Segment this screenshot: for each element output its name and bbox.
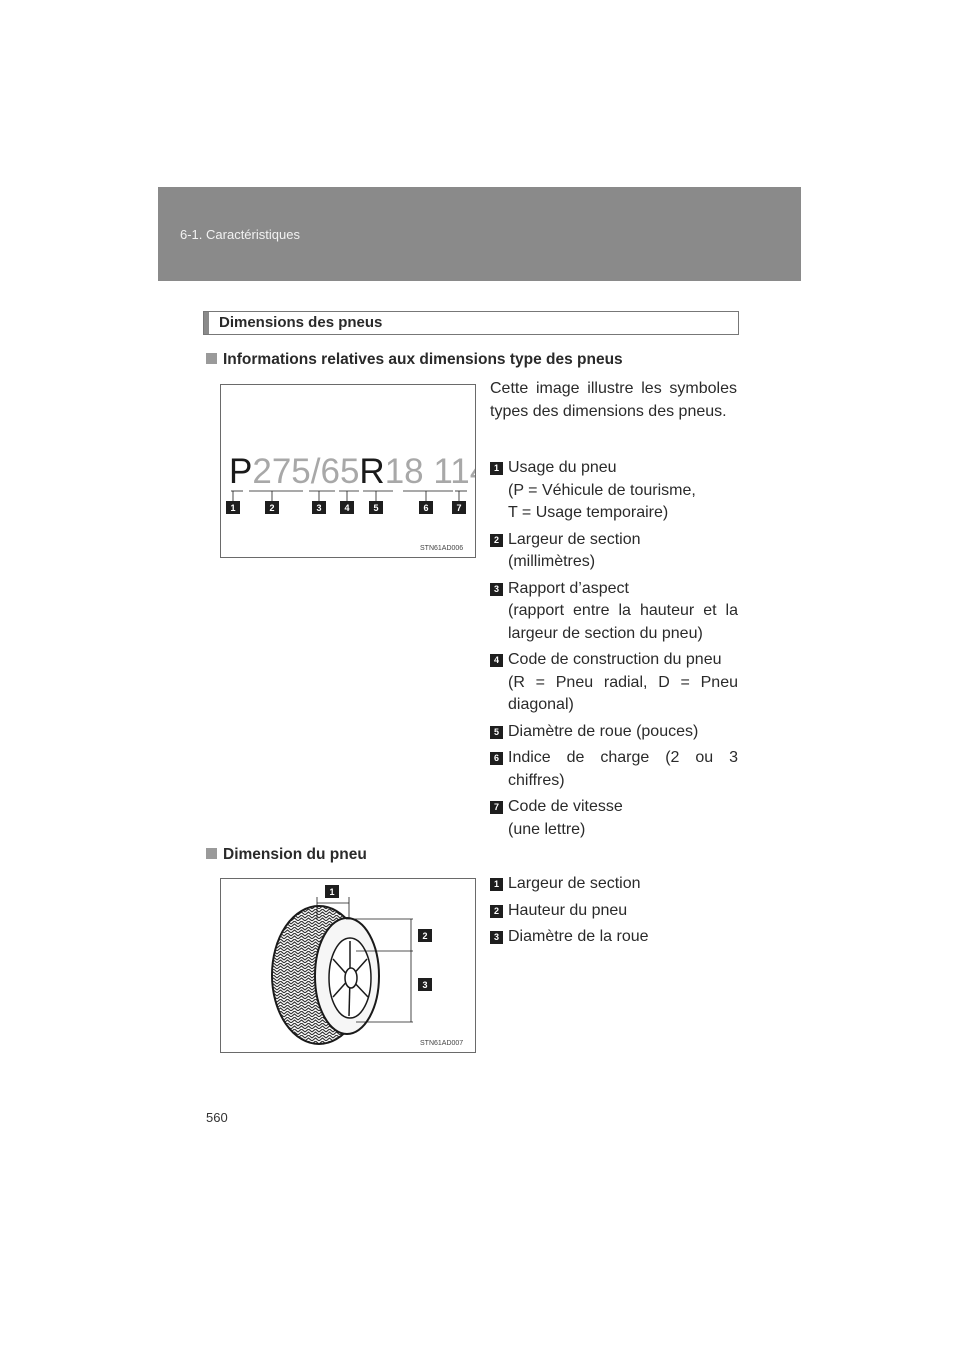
list-item-text: T = Usage temporaire) [508,504,669,521]
code-letter-p: P [229,452,253,491]
square-bullet-icon [206,848,217,859]
callout-number: 1 [230,503,236,513]
figure-code: STN61AD007 [420,1040,464,1047]
subheading-text: Informations relatives aux dimensions type des pneus [223,351,623,368]
page-number: 560 [206,1110,228,1125]
section-title-bar [203,311,739,335]
list-item [490,457,738,525]
list-item [490,796,738,841]
code-width: 275/65 [252,452,360,491]
list-item [490,529,738,574]
callout-number: 2 [269,503,275,513]
subheading-tire-size-info [206,351,623,369]
list-item-text: (une lettre) [508,820,586,838]
list-item-text: Largeur de section [508,875,641,892]
list-item [490,649,738,717]
code-rest: 18 11 [384,452,470,491]
callout-number: 1 [329,887,335,897]
tire-drawing [221,879,475,1052]
number-badge: 5 [490,726,503,739]
callout-number: 5 [373,503,379,513]
list-item [490,578,738,646]
number-badge: 4 [490,654,503,667]
list-item-text: Rapport d’aspect [508,579,629,597]
list-item-text: (R = Pneu radial, D = Pneu diagonal) [508,673,738,713]
list-item-text: Usage du pneu [508,459,617,476]
list-item-text: Indice de charge (2 ou 3 chiffres) [508,749,738,789]
tire-symbol-list [490,457,738,845]
list-item-text: Code de vitesse [508,798,623,815]
breadcrumb: 6-1. Caractéristiques [180,227,300,242]
list-item-text: Largeur de section [508,530,641,548]
figure-code: STN61AD006 [420,545,464,552]
number-badge: 2 [490,905,503,918]
square-bullet-icon [206,353,217,364]
callout-number: 4 [344,503,350,513]
list-item-text: Code de construction du pneu [508,651,722,668]
tire-dimension-figure [220,878,476,1053]
list-item-text: (rapport entre la hauteur et la largeur de section du pneu) [508,602,738,642]
callout-number: 6 [423,503,429,513]
number-badge: 7 [490,801,503,814]
wheel-hub [345,968,357,988]
list-item-text: Diamètre de roue (pouces) [508,722,699,740]
list-item-text: Hauteur du pneu [508,901,628,919]
list-item [490,900,738,923]
chapter-header [158,187,801,281]
tire-dimension-list [490,873,738,953]
callout-group [226,491,467,514]
tire-code-diagram [221,385,475,557]
section-title: Dimensions des pneus [219,314,383,331]
list-item-text: (P = Véhicule de tourisme, [508,481,696,499]
list-item-text: (millimètres) [508,553,596,570]
intro-paragraph: Cette image illustre les symboles types des dimensions des pneus. [490,380,737,420]
callout-number: 2 [422,931,428,941]
list-item [490,873,738,896]
list-item [490,747,738,792]
tire-code-figure [220,384,476,558]
list-item-text: Diamètre de la roue [508,928,649,945]
number-badge: 6 [490,752,503,765]
number-badge: 1 [490,878,503,891]
list-item [490,926,738,949]
svg-text:P275/65R18 114T [229,452,475,491]
callout-number: 7 [456,503,462,513]
subheading-tire-dimension [206,846,367,864]
list-item [490,721,738,744]
number-badge: 1 [490,462,503,475]
callout-number: 3 [316,503,322,513]
code-letter-r: R [359,452,385,491]
number-badge: 2 [490,534,503,547]
callout-number: 3 [422,980,428,990]
subheading-text: Dimension du pneu [223,846,367,863]
number-badge: 3 [490,931,503,944]
section-accent [204,312,209,334]
number-badge: 3 [490,583,503,596]
